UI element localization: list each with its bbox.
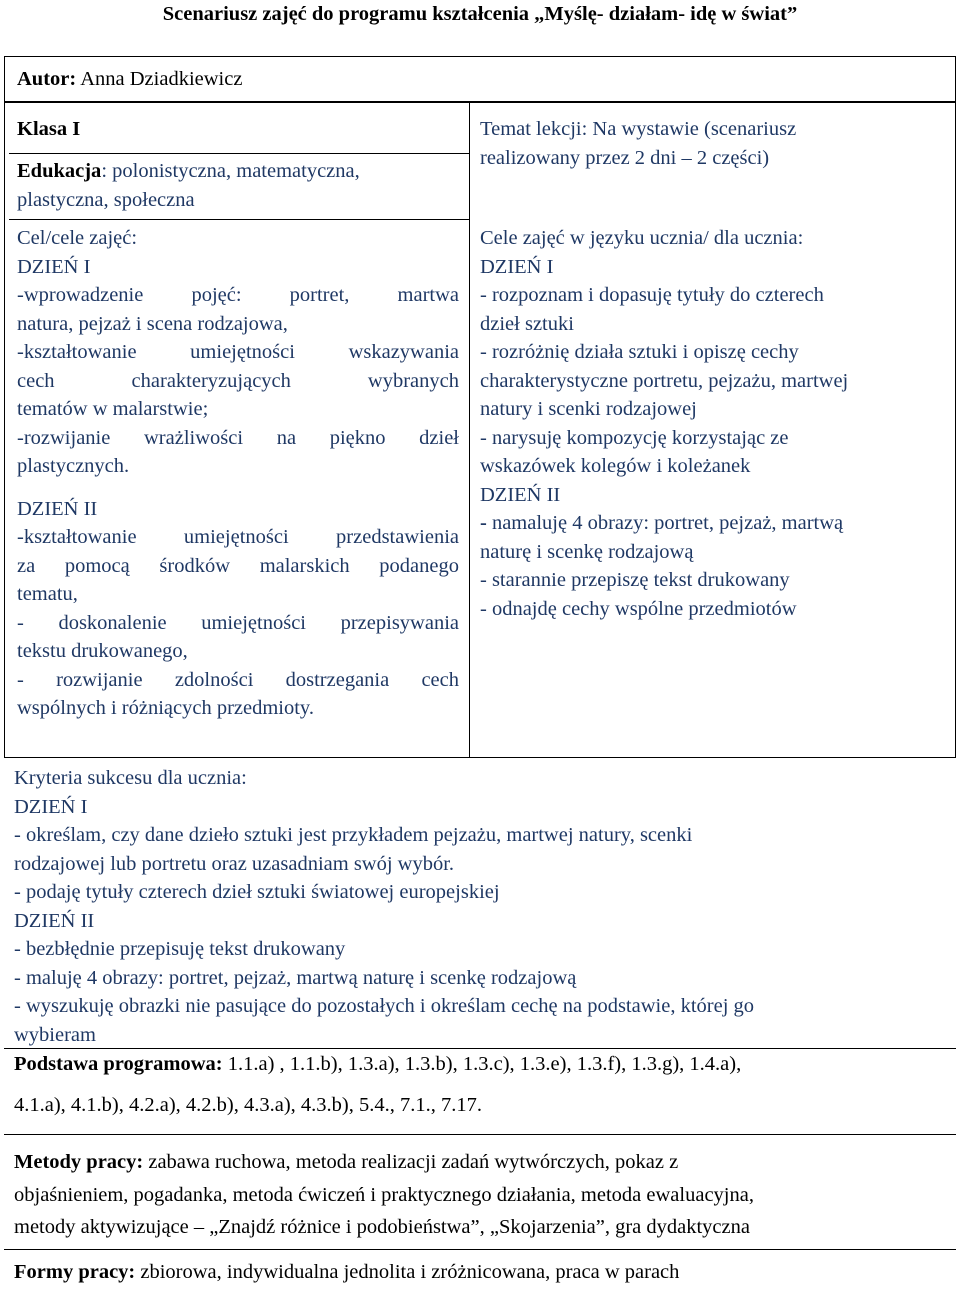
formy-text: zbiorowa, indywidualna jednolita i zróżnicowana, praca w parach <box>135 1261 680 1283</box>
podstawa-section <box>14 1050 946 1119</box>
goal-line: plastycznych. <box>17 455 130 477</box>
kryteria-section <box>14 764 944 1049</box>
temat-label: Temat lekcji: <box>480 118 588 140</box>
student-goal-line: wskazówek kolegów i koleżanek <box>480 455 751 477</box>
goal-line: - doskonalenie umiejętności przepisywania <box>17 611 459 634</box>
author-box <box>4 56 956 102</box>
student-goal-line: dzieł sztuki <box>480 312 574 335</box>
student-goal-text: namaluję 4 obrazy: portret, pejzaż, martwą <box>486 512 844 534</box>
criterion-line: - maluję 4 obrazy: portret, pejzaż, martwą naturę i scenkę rodzajową <box>14 966 577 989</box>
formy-section <box>14 1258 946 1287</box>
podstawa-text: 1.1.a) , 1.1.b), 1.3.a), 1.3.b), 1.3.c), 1.3.e), 1.3.f), 1.3.g), 1.4.a), <box>222 1053 742 1075</box>
day1-label: DZIEŃ I <box>480 255 554 278</box>
section-rule <box>4 1048 956 1049</box>
spacer <box>17 481 459 495</box>
student-goal-line: naturę i scenkę rodzajową <box>480 540 694 563</box>
goal-line: cech charakteryzujących wybranych <box>17 369 459 392</box>
metody-label: Metody pracy: <box>14 1151 144 1173</box>
metody-line-1 <box>14 1148 946 1177</box>
klasa-label: Klasa I <box>17 118 81 140</box>
podstawa-line-2: 4.1.a), 4.1.b), 4.2.a), 4.2.b), 4.3.a), 4.3.b), 5.4., 7.1., 7.17. <box>14 1093 483 1116</box>
criterion-line: - podaję tytuły czterech dzieł sztuki światowej europejskiej <box>14 881 500 903</box>
goal-line: tekstu drukowanego, <box>17 640 188 662</box>
goal-line: -rozwijanie wrażliwości na piękno dzieł <box>17 426 459 449</box>
criterion-line: - wyszukuję obrazki nie pasujące do pozostałych i określam cechę na podstawie, której go <box>14 995 755 1017</box>
edukacja-label: Edukacja <box>17 160 102 182</box>
metody-section <box>14 1148 946 1242</box>
row-rule <box>9 219 469 220</box>
goal-line: -wprowadzenie pojęć: portret, martwa <box>17 284 459 306</box>
document-title: Scenariusz zajęć do programu kształcenia „Myślę- działam- idę w świat” <box>162 3 798 25</box>
student-goal-line: charakterystyczne portretu, pejzażu, martwej <box>480 369 849 392</box>
goal-line: za pomocą środków malarskich podanego <box>17 554 459 577</box>
cel-label: Cel/cele zajęć: <box>17 227 138 249</box>
temat-text: Na wystawie (scenariusz <box>587 118 797 140</box>
column-divider <box>469 103 470 757</box>
author-name: Anna Dziadkiewicz <box>80 68 243 90</box>
goal-line: -kształtowanie umiejętności przedstawienia <box>17 526 459 548</box>
edukacja-line-2: plastyczna, społeczna <box>17 188 195 211</box>
day2-label: DZIEŃ II <box>17 497 98 520</box>
criterion-line: - bezbłędnie przepisuję tekst drukowany <box>14 938 346 960</box>
student-goal-line: - odnajdę cechy wspólne przedmiotów <box>480 597 797 620</box>
edukacja-cell <box>17 157 459 214</box>
section-rule <box>4 1249 956 1250</box>
goal-line: - rozwijanie zdolności dostrzegania cech <box>17 668 459 691</box>
formy-label: Formy pracy: <box>14 1261 136 1283</box>
metody-line-3: metody aktywizujące – „Znajdź różnice i podobieństwa”, „Skojarzenia”, gra dydaktyczna <box>14 1216 750 1238</box>
author-line <box>17 65 242 94</box>
day2-label: DZIEŃ II <box>480 483 561 506</box>
criterion-line: - określam, czy dane dzieło sztuki jest przykładem pejzażu, martwej natury, scenki <box>14 824 693 846</box>
cele-cell <box>17 224 459 723</box>
day1-label: DZIEŃ I <box>17 255 91 278</box>
student-goal-line: - narysuję kompozycję korzystając ze <box>480 426 789 449</box>
student-goal-line: natury i scenki rodzajowej <box>480 398 697 420</box>
edukacja-text: : polonistyczna, matematyczna, <box>101 160 360 182</box>
temat-line-2: realizowany przez 2 dni – 2 części) <box>480 146 770 169</box>
goal-line: tematu, <box>17 583 78 605</box>
dash: - <box>480 512 487 534</box>
day1-label: DZIEŃ I <box>14 795 88 818</box>
main-table <box>4 102 956 758</box>
formy-line <box>14 1258 946 1287</box>
temat-cell <box>480 115 950 172</box>
student-goal-line: - starannie przepiszę tekst drukowany <box>480 569 790 591</box>
edukacja-line-1 <box>17 157 459 186</box>
criterion-line: rodzajowej lub portretu oraz uzasadniam swój wybór. <box>14 852 455 875</box>
podstawa-line-1 <box>14 1050 946 1079</box>
cele-ucznia-cell <box>480 224 950 623</box>
metody-text: zabawa ruchowa, metoda realizacji zadań wytwórczych, pokaz z <box>143 1151 679 1173</box>
klasa-cell <box>17 115 459 144</box>
goal-line: -kształtowanie umiejętności wskazywania <box>17 341 459 363</box>
goal-line: tematów w malarstwie; <box>17 398 209 420</box>
goal-line: wspólnych i różniących przedmioty. <box>17 697 314 719</box>
student-goal-line <box>480 509 950 538</box>
student-goal-line: - rozróżnię działa sztuki i opiszę cechy <box>480 341 799 363</box>
author-label: Autor: <box>17 68 77 90</box>
temat-line-1 <box>480 115 950 144</box>
row-rule <box>9 153 469 154</box>
cele-ucznia-label: Cele zajęć w języku ucznia/ dla ucznia: <box>480 227 804 249</box>
kryteria-label: Kryteria sukcesu dla ucznia: <box>14 767 247 789</box>
section-rule <box>4 1134 956 1135</box>
day2-label: DZIEŃ II <box>14 909 95 932</box>
criterion-line: wybieram <box>14 1023 96 1046</box>
student-goal-line: - rozpoznam i dopasuję tytuły do czterech <box>480 284 824 306</box>
metody-line-2: objaśnieniem, pogadanka, metoda ćwiczeń i praktycznego działania, metoda ewaluacyjna, <box>14 1183 754 1206</box>
podstawa-label: Podstawa programowa: <box>14 1053 223 1075</box>
goal-line: natura, pejzaż i scena rodzajowa, <box>17 312 288 335</box>
